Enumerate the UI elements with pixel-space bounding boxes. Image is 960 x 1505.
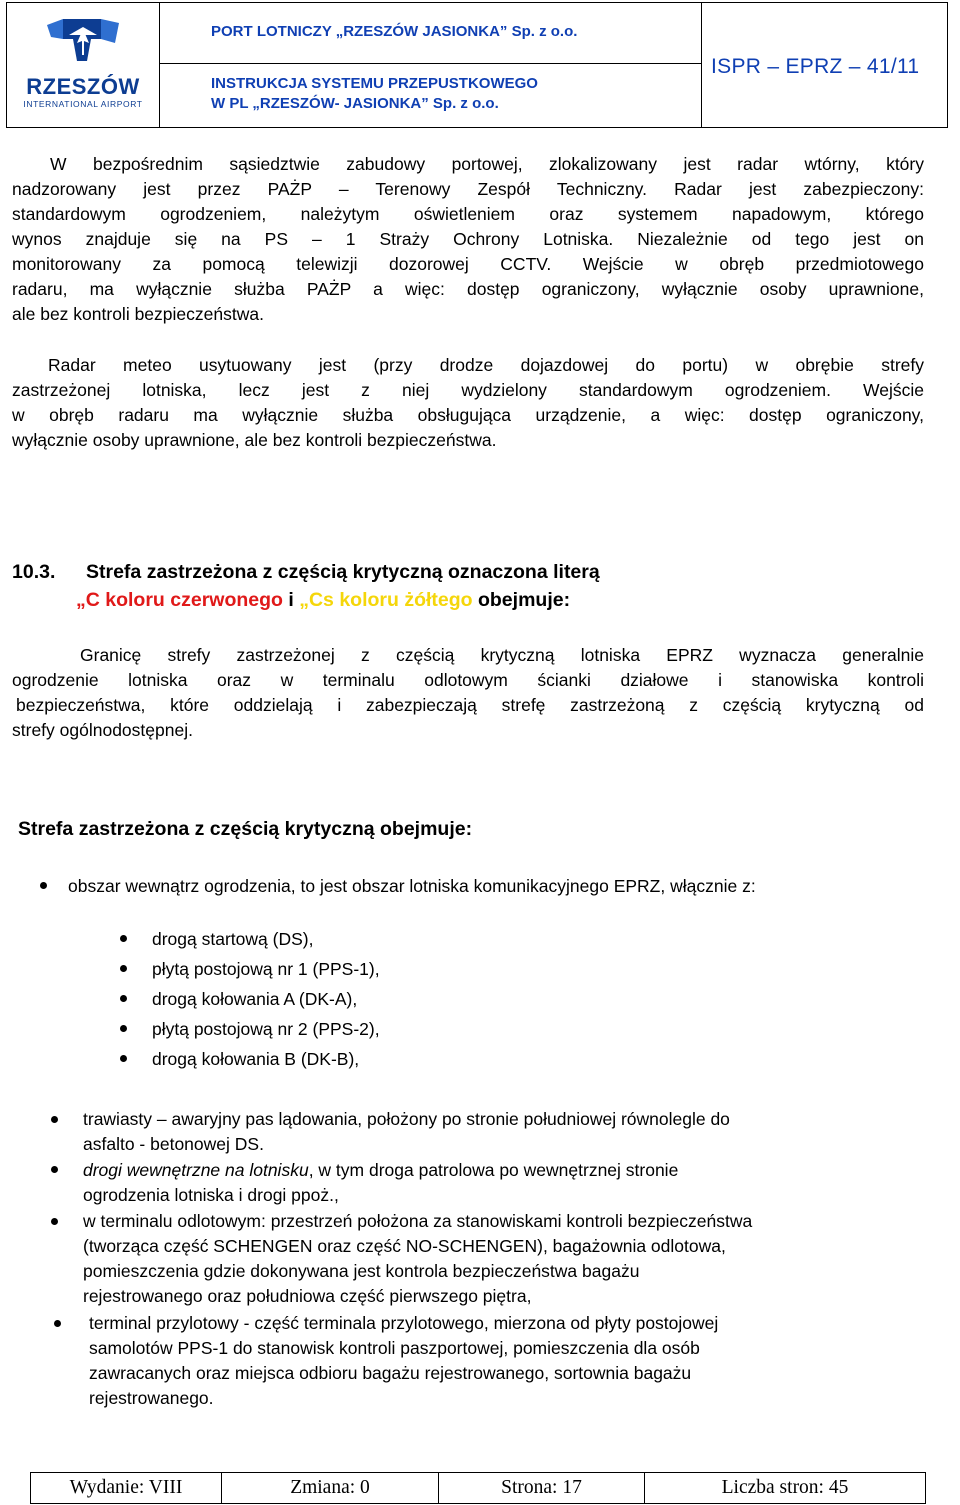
text-line: w terminalu odlotowym: przestrzeń położona za stanowiskami kontroli bezpieczeństwa — [83, 1211, 753, 1231]
bullet-icon — [120, 935, 127, 942]
instruction-title-2: W PL „RZESZÓW- JASIONKA” Sp. z o.o. — [211, 95, 499, 112]
header-code-block — [701, 3, 947, 127]
italic-text: drogi wewnętrzne na lotnisku — [83, 1160, 309, 1180]
text-line: ogrodzenie lotniska oraz w terminalu odlotowym ścianki działowe i stanowiska kontroli — [12, 670, 924, 690]
page-footer — [30, 1472, 926, 1504]
bullet-icon — [51, 1166, 58, 1173]
logo-subtitle: INTERNATIONAL AIRPORT — [23, 99, 143, 109]
text-line: wynos znajduje się na PS – 1 Straży Ochrony Lotniska. Niezależnie od tego jest on — [12, 229, 924, 249]
logo-word: RZESZÓW — [26, 74, 140, 99]
section-number: 10.3. — [12, 561, 56, 583]
list-item: płytą postojową nr 1 (PPS-1), — [152, 959, 380, 979]
company-name: PORT LOTNICZY „RZESZÓW JASIONKA” Sp. z o.o. — [211, 23, 578, 40]
zone-cs-label: „Cs koloru żółtego — [299, 589, 473, 611]
text-line: trawiasty – awaryjny pas lądowania, położony po stronie południowej równolegle do — [83, 1109, 730, 1129]
text-line: Radar meteo usytuowany jest (przy drodze dojazdowej do portu) w obrębie strefy — [48, 355, 924, 375]
bullet-icon — [120, 1025, 127, 1032]
subheading: Strefa zastrzeżona z częścią krytyczną obejmuje: — [18, 818, 473, 840]
list-item — [89, 1311, 718, 1411]
text-line — [83, 1158, 678, 1183]
footer-page-count: Liczba stron: 45 — [721, 1477, 849, 1498]
text-line: samolotów PPS-1 do stanowisk kontroli paszportowej, pomieszczenia dla osób — [89, 1338, 700, 1358]
footer-edition: Wydanie: VIII — [31, 1473, 222, 1503]
footer-page: Strona: 17 — [439, 1473, 645, 1503]
list-item: drogą startową (DS), — [152, 929, 314, 949]
text-line: asfalto - betonowej DS. — [83, 1134, 264, 1154]
list-item: drogą kołowania A (DK-A), — [152, 989, 358, 1009]
document-code: ISPR – EPRZ – 41/11 — [711, 55, 920, 78]
bullet-icon — [54, 1320, 61, 1327]
text-line: zastrzeżonej lotniska, lecz jest z niej wydzielony standardowym ogrodzeniem. Wejście — [12, 380, 924, 400]
list-item — [83, 1107, 730, 1157]
text-line: rejestrowanego oraz południowa część pierwszego piętra, — [83, 1286, 532, 1306]
bullet-icon — [51, 1116, 58, 1123]
section-title-line1: Strefa zastrzeżona z częścią krytyczną oznaczona literą — [86, 561, 600, 583]
section-title-line2 — [76, 589, 570, 612]
bullet-icon — [120, 1055, 127, 1062]
text-span: , w tym droga patrolowa po wewnętrznej stronie — [308, 1160, 679, 1180]
bullet-icon — [40, 882, 47, 889]
text-line: radaru, ma wyłącznie służba PAŻP a więc: dostęp ograniczony, wyłącznie osoby uprawnione, — [12, 279, 924, 299]
bullet-icon — [120, 995, 127, 1002]
bullet-icon — [120, 965, 127, 972]
text-line: Granicę strefy zastrzeżonej z częścią krytyczną lotniska EPRZ wyznacza generalnie — [80, 645, 924, 665]
text-line: monitorowany za pomocą telewizji dozorowej CCTV. Wejście w obręb przedmiotowego — [12, 254, 924, 274]
paragraph-zone-boundary — [12, 643, 924, 743]
list-item: płytą postojową nr 2 (PPS-2), — [152, 1019, 380, 1039]
list-item: drogą kołowania B (DK-B), — [152, 1049, 360, 1069]
text-line: zawracanych oraz miejsca odbioru bagażu rejestrowanego, sortownia bagażu — [89, 1363, 692, 1383]
paragraph-meteo-radar — [12, 353, 924, 453]
text-line: (tworząca część SCHENGEN oraz część NO-SCHENGEN), bagażownia odlotowa, — [83, 1236, 726, 1256]
text-line: ale bez kontroli bezpieczeństwa. — [12, 304, 264, 324]
instruction-title-1: INSTRUKCJA SYSTEMU PRZEPUSTKOWEGO — [211, 75, 538, 92]
text-line: pomieszczenia gdzie dokonywana jest kontrola bezpieczeństwa bagażu — [83, 1261, 640, 1281]
text-line: w obręb radaru ma wyłącznie służba obsługująca urządzenie, a więc: dostęp ograniczony, — [12, 405, 924, 425]
text-line: terminal przylotowy - część terminala przylotowego, mierzona od płyty postojowej — [89, 1313, 719, 1333]
text-line: strefy ogólnodostępnej. — [12, 720, 193, 740]
paragraph-secondary-radar — [12, 152, 924, 327]
text-line: wyłącznie osoby uprawnione, ale bez kontroli bezpieczeństwa. — [12, 430, 497, 450]
airport-logo — [7, 3, 160, 127]
page-header — [6, 2, 948, 128]
text-line: rejestrowanego. — [89, 1388, 214, 1408]
text-line: W bezpośrednim sąsiedztwie zabudowy portowej, zlokalizowany jest radar wtórny, który — [50, 154, 924, 174]
bullet-icon — [51, 1218, 58, 1225]
list-item — [83, 1209, 752, 1309]
list-item — [83, 1158, 678, 1208]
text-line: standardowym ogrodzeniem, należytym oświetleniem oraz systemem napadowym, którego — [12, 204, 924, 224]
footer-change: Zmiana: 0 — [222, 1473, 439, 1503]
header-title-block — [159, 3, 702, 127]
title-connector: i — [282, 589, 300, 611]
title-end: obejmuje: — [472, 589, 571, 611]
text-line: ogrodzenia lotniska i drogi ppoż., — [83, 1185, 339, 1205]
text-line: bezpieczeństwa, które oddzielają i zabezpieczają strefę zastrzeżoną z częścią krytyczną od — [16, 695, 924, 715]
list-item: obszar wewnątrz ogrodzenia, to jest obszar lotniska komunikacyjnego EPRZ, włącznie z: — [68, 876, 756, 896]
plane-emblem-icon — [7, 3, 159, 75]
zone-c-label: „C koloru czerwonego — [76, 589, 283, 611]
text-line: nadzorowany jest przez PAŻP – Terenowy Zespół Techniczny. Radar jest zabezpieczony: — [12, 179, 924, 199]
